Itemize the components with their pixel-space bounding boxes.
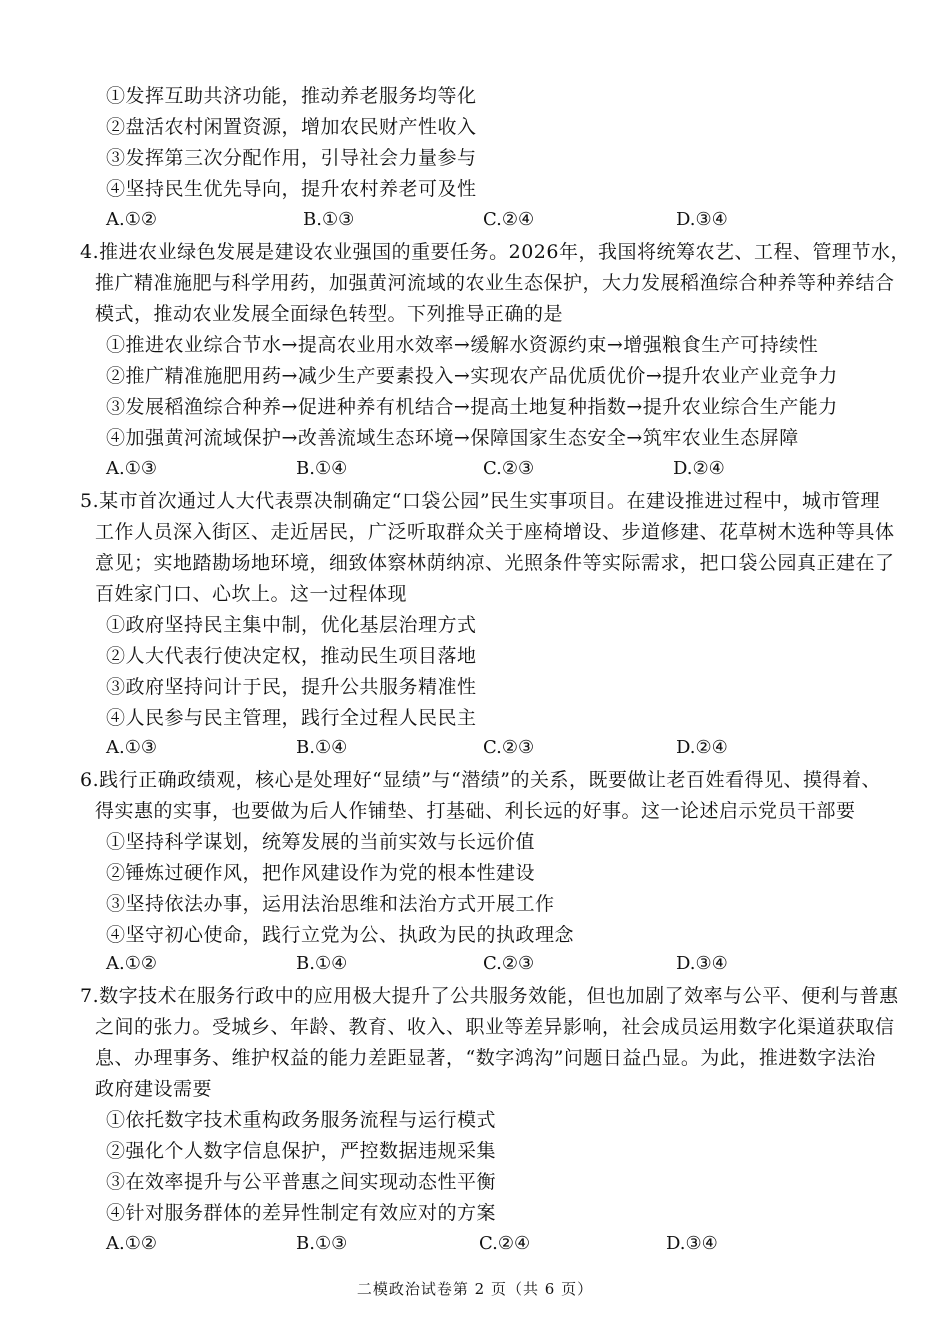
q4-choice-d: D.②④ [673,458,725,479]
q4-stem-line-1: 4.推进农业绿色发展是建设农业强国的重要任务。2026年，我国将统筹农艺、工程、管理节水， [80,241,910,263]
q4-stem-line-3: 模式，推动农业发展全面绿色转型。下列推导正确的是 [95,303,564,325]
q3-choice-d: D.③④ [676,209,728,230]
q7-stem-line-4: 政府建设需要 [95,1078,213,1100]
q5-stem-line-4: 百姓家门口、心坎上。这一过程体现 [95,583,408,605]
q3-option-1: ①发挥互助共济功能，推动养老服务均等化 [106,85,477,107]
q5-choice-b: B.①④ [296,737,348,758]
q7-option-4: ④针对服务群体的差异性制定有效应对的方案 [106,1202,497,1224]
q7-choice-b: B.①③ [296,1233,348,1254]
q3-choice-a: A.①② [106,209,157,230]
q7-stem-line-1: 7.数字技术在服务行政中的应用极大提升了公共服务效能，但也加剧了效率与公平、便利与普惠 [80,985,899,1007]
page-footer: 二模政治试卷第 2 页（共 6 页） [356,1280,594,1298]
q7-choice-c: C.②④ [479,1233,531,1254]
q6-stem-line-2: 得实惠的实事，也要做为后人作铺垫、打基础、利长远的好事。这一论述启示党员干部要 [95,800,856,822]
q7-stem-line-3: 息、办理事务、维护权益的能力差距显著，“数字鸿沟”问题日益凸显。为此，推进数字法治 [95,1047,876,1069]
q5-stem-line-1: 5.某市首次通过人大代表票决制确定“口袋公园”民生实事项目。在建设推进过程中，城市管理 [80,490,881,512]
q6-choice-d: D.③④ [676,953,728,974]
q6-stem-line-1: 6.践行正确政绩观，核心是处理好“显绩”与“潜绩”的关系，既要做让老百姓看得见、摸得着、 [80,769,881,791]
q6-option-4: ④坚守初心使命，践行立党为公、执政为民的执政理念 [106,924,575,946]
q4-stem-line-2: 推广精准施肥与科学用药，加强黄河流域的农业生态保护，大力发展稻渔综合种养等种养结合 [95,272,895,294]
q7-choice-a: A.①② [106,1233,157,1254]
q5-choice-c: C.②③ [483,737,535,758]
q4-option-2: ②推广精准施肥用药→减少生产要素投入→实现农产品优质优价→提升农业产业竞争力 [106,365,838,387]
q6-option-1: ①坚持科学谋划，统筹发展的当前实效与长远价值 [106,831,536,853]
q4-option-3: ③发展稻渔综合种养→促进种养有机结合→提高土地复种指数→提升农业综合生产能力 [106,396,838,418]
q3-choice-b: B.①③ [303,209,355,230]
q7-option-1: ①依托数字技术重构政务服务流程与运行模式 [106,1109,497,1131]
q7-option-3: ③在效率提升与公平普惠之间实现动态性平衡 [106,1171,497,1193]
q5-option-3: ③政府坚持问计于民，提升公共服务精准性 [106,676,477,698]
q3-option-2: ②盘活农村闲置资源，增加农民财产性收入 [106,116,477,138]
q5-option-4: ④人民参与民主管理，践行全过程人民民主 [106,707,477,729]
q6-option-3: ③坚持依法办事，运用法治思维和法治方式开展工作 [106,893,555,915]
q7-stem-line-2: 之间的张力。受城乡、年龄、教育、收入、职业等差异影响，社会成员运用数字化渠道获取信 [95,1016,895,1038]
q6-choice-a: A.①② [106,953,157,974]
q3-choice-c: C.②④ [483,209,535,230]
q5-choice-a: A.①③ [106,737,157,758]
q4-choice-c: C.②③ [483,458,535,479]
q7-option-2: ②强化个人数字信息保护，严控数据违规采集 [106,1140,497,1162]
q4-option-4: ④加强黄河流域保护→改善流域生态环境→保障国家生态安全→筑牢农业生态屏障 [106,427,799,449]
q5-option-1: ①政府坚持民主集中制，优化基层治理方式 [106,614,477,636]
q6-choice-b: B.①④ [296,953,348,974]
q6-option-2: ②锤炼过硬作风，把作风建设作为党的根本性建设 [106,862,536,884]
q6-choice-c: C.②③ [483,953,535,974]
q5-option-2: ②人大代表行使决定权，推动民生项目落地 [106,645,477,667]
q5-choice-d: D.②④ [676,737,728,758]
q4-choice-b: B.①④ [296,458,348,479]
q4-option-1: ①推进农业综合节水→提高农业用水效率→缓解水资源约束→增强粮食生产可持续性 [106,334,819,356]
q5-stem-line-2: 工作人员深入街区、走近居民，广泛听取群众关于座椅增设、步道修建、花草树木选种等具体 [95,521,895,543]
q5-stem-line-3: 意见；实地踏勘场地环境，细致体察林荫纳凉、光照条件等实际需求，把口袋公园真正建在了 [95,552,895,574]
q7-choice-d: D.③④ [666,1233,718,1254]
q3-option-4: ④坚持民生优先导向，提升农村养老可及性 [106,178,477,200]
q4-choice-a: A.①③ [106,458,157,479]
q3-option-3: ③发挥第三次分配作用，引导社会力量参与 [106,147,477,169]
